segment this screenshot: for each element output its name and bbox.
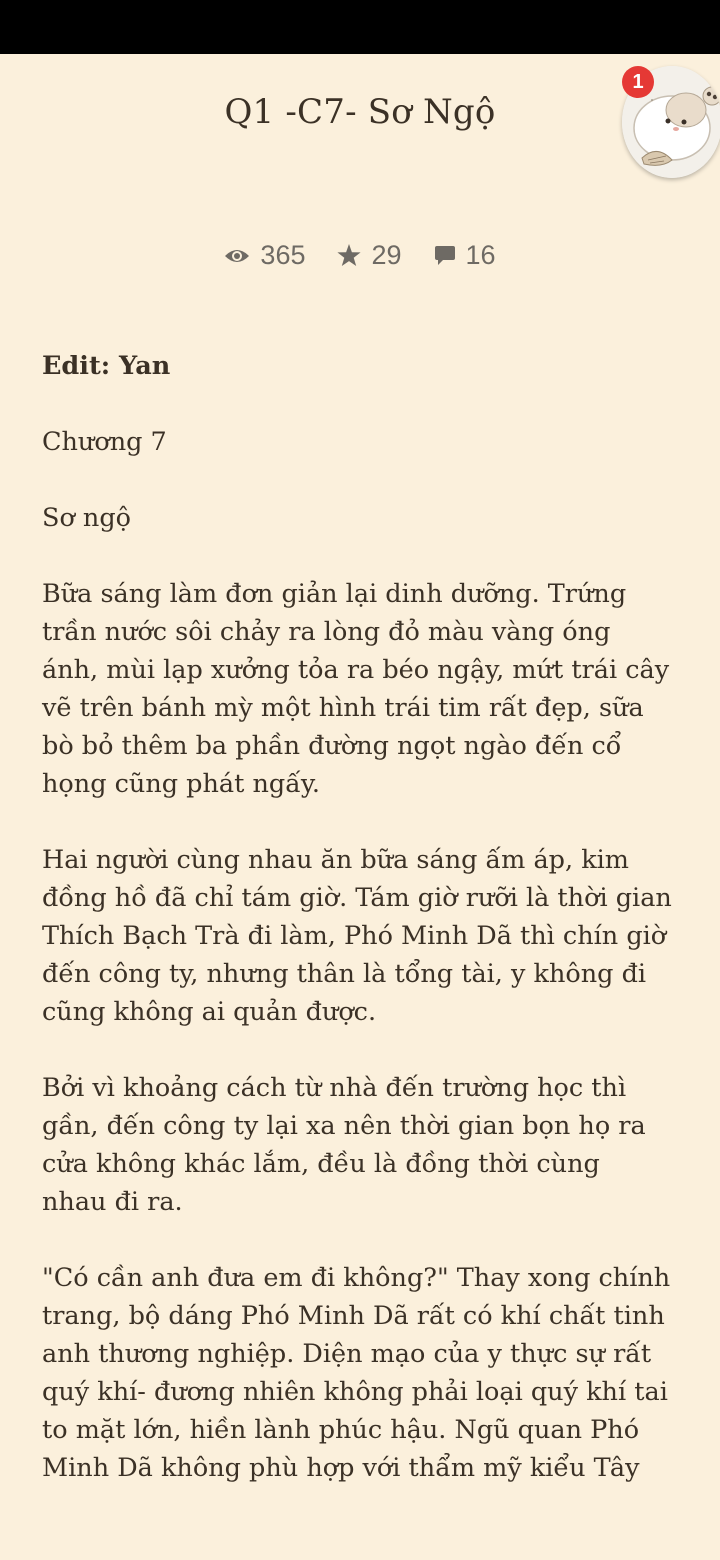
status-bar: [0, 0, 720, 54]
paragraph: Bữa sáng làm đơn giản lại dinh dưỡng. Trứng trần nước sôi chảy ra lòng đỏ màu vàng óng ánh, mùi lạp xưởng tỏa ra béo ngậy, mứt trái cây vẽ trên bánh mỳ một hình trái tim rất đẹp, sữa bò bỏ thêm ba phần đường ngọt ngào đến cổ họng cũng phát ngấy.: [42, 579, 670, 799]
paragraph: Hai người cùng nhau ăn bữa sáng ấm áp, kim đồng hồ đã chỉ tám giờ. Tám giờ rưỡi là thời gian Thích Bạch Trà đi làm, Phó Minh Dã thì chín giờ đến công ty, nhưng thân là tổng tài, y không đi cũng không ai quản được.: [42, 845, 672, 1027]
views-stat: [224, 240, 305, 271]
chapter-title: Q1 -C7- Sơ Ngộ: [224, 92, 496, 132]
comment-icon: [434, 245, 456, 266]
views-value: 365: [260, 240, 306, 270]
eye-icon: [224, 247, 250, 265]
chapter-content: [42, 347, 672, 1525]
paragraph: "Có cần anh đưa em đi không?" Thay xong chính trang, bộ dáng Phó Minh Dã rất có khí chất tinh anh thương nghiệp. Diện mạo của y thực sự rất quý khí- đương nhiên không phải loại quý khí tai to mặt lớn, hiền lành phúc hậu. Ngũ quan Phó Minh Dã không phù hợp với thẩm mỹ kiểu Tây: [42, 1263, 671, 1483]
paragraph: Bởi vì khoảng cách từ nhà đến trường học thì gần, đến công ty lại xa nên thời gian bọn họ ra cửa không khác lắm, đều là đồng thời cùng nhau đi ra.: [42, 1073, 646, 1217]
avatar-container[interactable]: [622, 66, 720, 178]
notification-badge: 1: [622, 66, 654, 98]
votes-count: 29: [371, 240, 402, 270]
star-icon: [337, 244, 361, 267]
votes-stat: [337, 240, 401, 271]
chapter-number: Chương 7: [42, 427, 167, 457]
chapter-subtitle: Sơ ngộ: [42, 503, 132, 533]
comments-stat[interactable]: [434, 240, 496, 271]
edit-credit: Edit: Yan: [42, 351, 171, 381]
comments-count: 16: [465, 240, 496, 270]
story-stats: [0, 240, 720, 271]
